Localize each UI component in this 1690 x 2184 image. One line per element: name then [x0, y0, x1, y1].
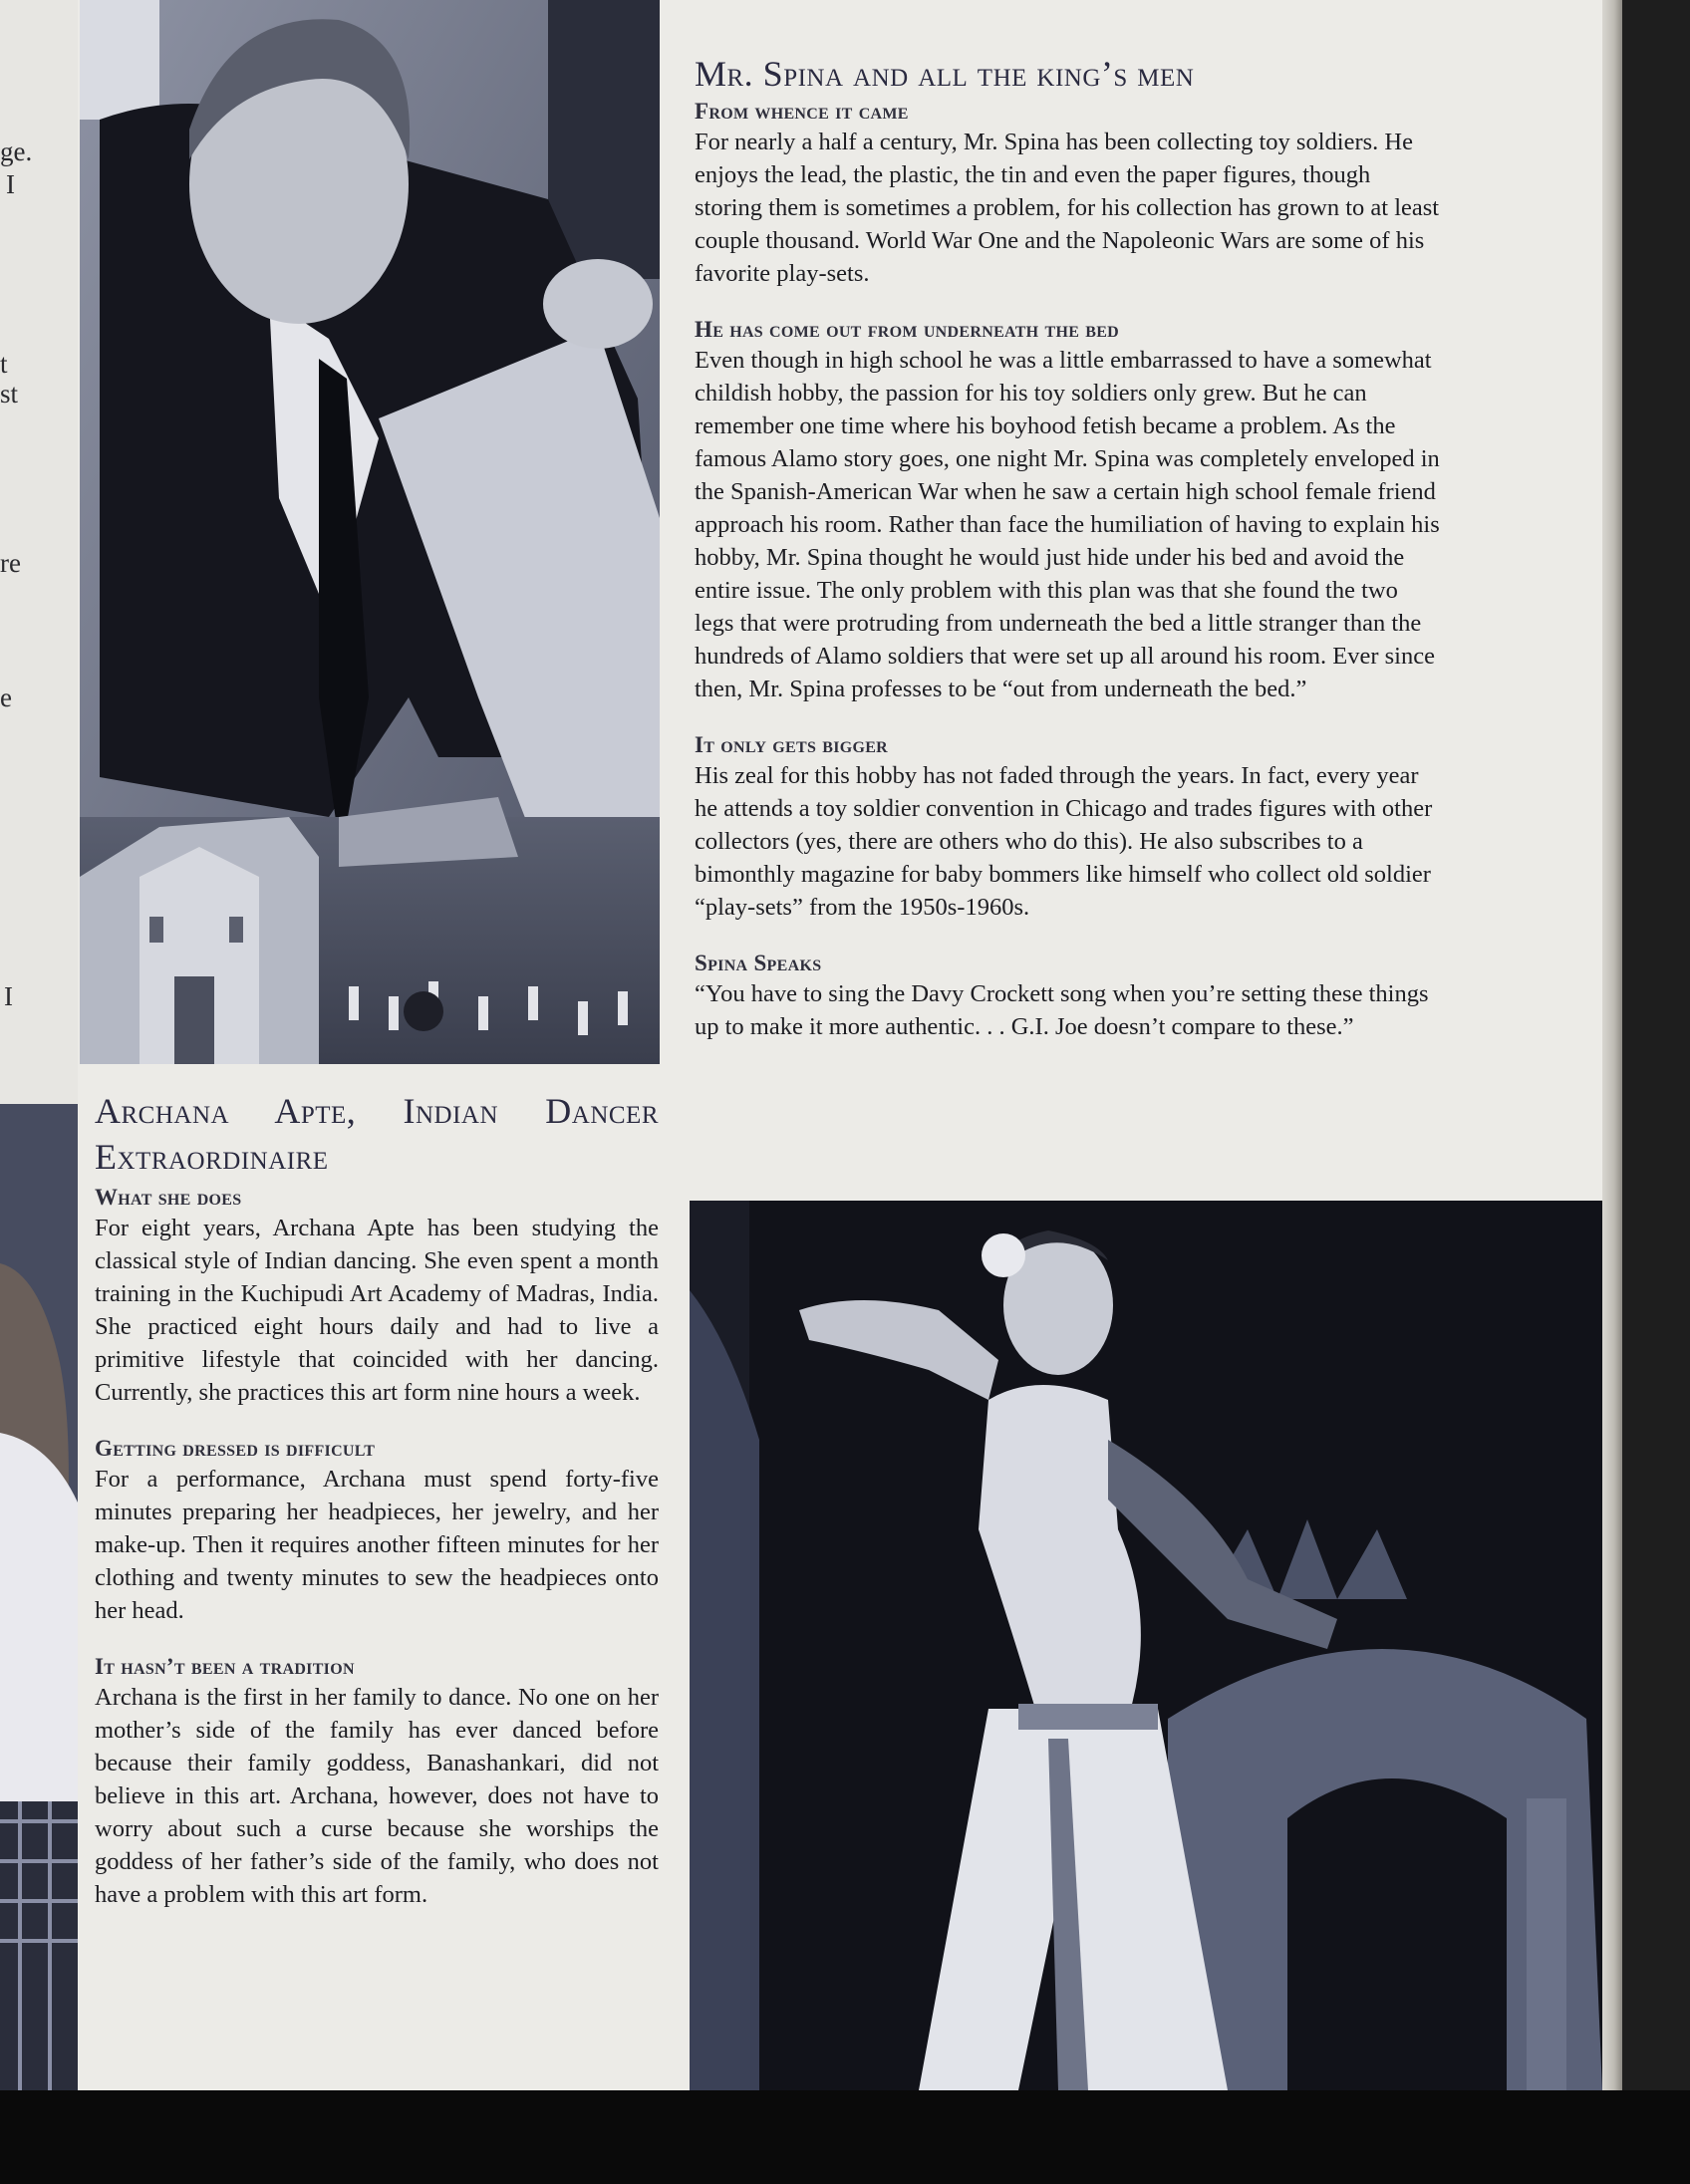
archana-article: [95, 1088, 659, 1937]
spina-article: [695, 52, 1442, 1069]
previous-page-fragment: e: [0, 682, 12, 712]
archana-section-body: Archana is the first in her family to dance. No one on her mother’s side of the family has ever danced before because their family goddess, Banashankari, did not believe in this art. Archana, however, does not have to worry about such a curse because she worships the goddess of her father’s side of the family, who does not have a problem with this art form.: [95, 1684, 659, 1908]
spina-section-origin: [695, 98, 1442, 290]
archana-article-title: Archana Apte, Indian Dancer Extraordinaire: [95, 1091, 659, 1177]
dancer-photo: [690, 1201, 1602, 2090]
previous-page-fragment: st: [0, 379, 19, 409]
spina-section-bigger: [695, 731, 1442, 924]
spina-photo-graphic: [80, 0, 660, 1064]
previous-page-fragment: t: [0, 349, 8, 379]
spina-section-body: For nearly a half a century, Mr. Spina has been collecting toy soldiers. He enjoys the lead, the plastic, the tin and even the paper figures, though storing them is sometimes a problem, for his collection has grown to at least couple thousand. World War One and the Napoleonic Wars are some of his favorite play-sets.: [695, 129, 1440, 287]
spina-section-body: His zeal for this hobby has not faded through the years. In fact, every year he attends a toy soldier convention in Chicago and trades figures with other collectors (yes, there are others who do this). He also subscribes to a bimonthly magazine for baby bommers like himself who collect old soldier “play-sets” from the 1950s-1960s.: [695, 762, 1433, 921]
spina-section-heading: Spina Speaks: [695, 951, 822, 975]
scan-backdrop-right: [1622, 0, 1690, 2090]
page-spine-edge: [1602, 0, 1622, 2090]
dancer-photo-graphic: [690, 1201, 1602, 2090]
previous-page-fragment: I: [4, 981, 13, 1011]
archana-section-body: For eight years, Archana Apte has been studying the classical style of Indian dancing. She even spent a month training in the Kuchipudi Art Academy of Madras, India. She practiced eight hours daily and had to live a primitive lifestyle that coincided with her dancing. Currently, she practices this art form nine hours a week.: [95, 1215, 659, 1406]
previous-page-edge: [0, 0, 78, 1104]
spina-quote: “You have to sing the Davy Crockett song when you’re setting these things up to make it more authentic. . . G.I. Joe doesn’t compare to these.”: [695, 980, 1429, 1040]
spina-section-quote: [695, 950, 1442, 1043]
previous-page-fragment: re: [0, 548, 21, 578]
archana-section-heading: Getting dressed is difficult: [95, 1436, 376, 1461]
spina-section-bed: [695, 316, 1442, 705]
spina-section-body: Even though in high school he was a little embarrassed to have a somewhat childish hobby, the passion for his toy soldiers only grew. But he can remember one time where his boyhood fetish became a problem. As the famous Alamo story goes, one night Mr. Spina was completely enveloped in the Spanish-American War when he saw a certain high school female friend approach his room. Rather than face the humiliation of having to explain his hobby, Mr. Spina thought he would just hide under his bed and avoid the entire issue. The only problem with this plan was that she found the two legs that were protruding from underneath the bed a little stranger than the hundreds of Alamo soldiers that were set up all around his room. Ever since then, Mr. Spina professes to be “out from underneath the bed.”: [695, 347, 1440, 702]
archana-section-heading: What she does: [95, 1185, 242, 1210]
previous-page-fragment: I: [6, 169, 15, 199]
spina-section-heading: It only gets bigger: [695, 732, 889, 757]
scan-backdrop-bottom: [0, 2090, 1690, 2184]
spina-article-title: Mr. Spina and all the king’s men: [695, 54, 1195, 94]
previous-page-photo-graphic: [0, 1104, 78, 2090]
previous-page-photo-edge: [0, 1104, 78, 2090]
archana-section-heading: It hasn’t been a tradition: [95, 1654, 355, 1679]
archana-section-body: For a performance, Archana must spend forty-five minutes preparing her headpieces, her jewelry, and her make-up. Then it requires another fifteen minutes for her clothing and twenty minutes to sew the headpieces onto her head.: [95, 1466, 659, 1624]
archana-section-dressing: [95, 1435, 659, 1627]
previous-page-fragment: ge.: [0, 136, 33, 166]
archana-section-tradition: [95, 1653, 659, 1911]
spina-section-heading: He has come out from underneath the bed: [695, 317, 1120, 342]
spina-photo: [80, 0, 660, 1064]
archana-section-what: [95, 1184, 659, 1409]
spina-section-heading: From whence it came: [695, 99, 909, 124]
